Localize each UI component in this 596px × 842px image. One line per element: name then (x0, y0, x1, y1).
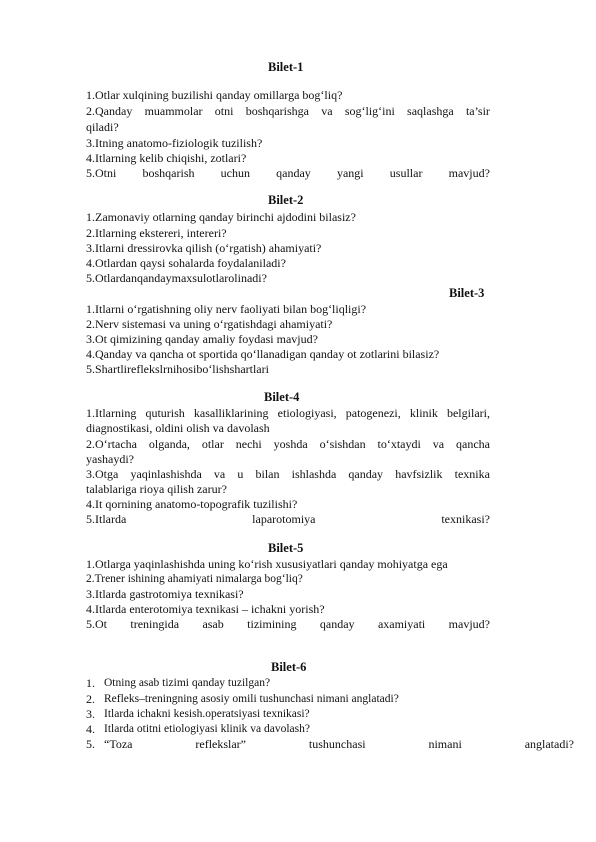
ticket-6-number-4: 4. (86, 722, 95, 736)
ticket-4-question-1-continuation: diagnostikasi, oldini olish va davolash (86, 421, 270, 435)
ticket-2-question-3: 3.Itlarni dressirovka qilish (o‘rgatish) ahamiyati? (86, 241, 322, 255)
ticket-4-question-2-continuation: yashaydi? (86, 452, 134, 466)
ticket-1-question-2-continuation: qiladi? (86, 120, 119, 134)
ticket-2-question-2: 2.Itlarning ekstereri, intereri? (86, 226, 227, 240)
ticket-5-question-1: 1.Otlarga yaqinlashishda uning ko‘rish xususiyatlari qanday mohiyatga ega (86, 557, 448, 571)
ticket-6-number-5: 5. (86, 737, 95, 751)
ticket-2-question-1: 1.Zamonaviy otlarning qanday birinchi ajdodini bilasiz? (86, 210, 356, 224)
ticket-3-question-1: 1.Itlarni o‘rgatishning oliy nerv faoliyati bilan bog‘liqligi? (86, 302, 367, 316)
ticket-6-question-5: “Toza reflekslar” tushunchasi nimani anglatadi? (104, 737, 574, 751)
ticket-3-question-3: 3.Ot qimizining qanday amaliy foydasi mavjud? (86, 332, 318, 346)
ticket-3-question-5: 5.Shartlireflekslrnihosibo‘lishshartlari (86, 362, 269, 376)
ticket-1-question-3: 3.Itning anatomo-fiziologik tuzilish? (86, 136, 263, 150)
ticket-6-number-1: 1. (86, 676, 95, 690)
ticket-3-question-4: 4.Qanday va qancha ot sportida qo‘llanadigan qanday ot zotlarini bilasiz? (86, 347, 440, 361)
ticket-6-question-3: Itlarda ichakni kesish.operatsiyasi texnikasi? (104, 708, 310, 720)
ticket-2-title: Bilet-2 (268, 193, 304, 207)
ticket-6-question-2: Refleks–treningning asosiy omili tushunchasi nimani anglatadi? (104, 693, 399, 705)
ticket-6-number-3: 3. (86, 707, 95, 721)
ticket-5-question-2: 2.Trener ishining ahamiyati nimalarga bog‘liq? (86, 573, 303, 585)
ticket-6-question-1: Otning asab tizimi qanday tuzilgan? (104, 677, 271, 689)
ticket-6-number-2: 2. (86, 692, 95, 706)
ticket-1-question-4: 4.Itlarning kelib chiqishi, zotlari? (86, 151, 247, 165)
ticket-1-question-1: 1.Otlar xulqining buzilishi qanday omillarga bog‘liq? (86, 88, 343, 102)
ticket-4-question-3-continuation: talablariga rioya qilish zarur? (86, 482, 227, 496)
ticket-4-question-3: 3.Otga yaqinlashishda va u bilan ishlashda qanday havfsizlik texnika (86, 467, 490, 481)
ticket-5-question-5: 5.Ot treningida asab tizimining qanday axamiyati mavjud? (86, 617, 490, 631)
ticket-1-title: Bilet-1 (268, 60, 304, 74)
ticket-4-question-1: 1.Itlarning quturish kasalliklarining etiologiyasi, patogenezi, klinik belgilari, (86, 406, 490, 420)
ticket-5-question-3: 3.Itlarda gastrotomiya texnikasi? (86, 587, 244, 601)
ticket-1-question-5: 5.Otni boshqarish uchun qanday yangi usullar mavjud? (86, 166, 490, 180)
ticket-4-title: Bilet-4 (264, 390, 300, 404)
ticket-4-question-2: 2.O‘rtacha olganda, otlar nechi yoshda o‘sishdan to‘xtaydi va qancha (86, 437, 490, 451)
ticket-4-question-4: 4.It qornining anatomo-topografik tuzilishi? (86, 497, 298, 511)
ticket-3-title: Bilet-3 (449, 286, 485, 300)
ticket-2-question-5: 5.Otlardanqandaymaxsulotlarolinadi? (86, 271, 267, 285)
ticket-5-title: Bilet-5 (268, 541, 304, 555)
ticket-6-question-4: Itlarda otitni etiologiyasi klinik va davolash? (104, 723, 310, 735)
ticket-6-title: Bilet-6 (271, 660, 307, 674)
ticket-5-question-4: 4.Itlarda enterotomiya texnikasi – ichakni yorish? (86, 602, 325, 616)
ticket-1-question-2: 2.Qanday muammolar otni boshqarishga va sog‘lig‘ini saqlashga ta’sir (86, 104, 490, 118)
ticket-2-question-4: 4.Otlardan qaysi sohalarda foydalaniladi? (86, 256, 286, 270)
ticket-4-question-5: 5.Itlarda laparotomiya texnikasi? (86, 512, 490, 526)
ticket-3-question-2: 2.Nerv sistemasi va uning o‘rgatishdagi ahamiyati? (86, 317, 333, 331)
